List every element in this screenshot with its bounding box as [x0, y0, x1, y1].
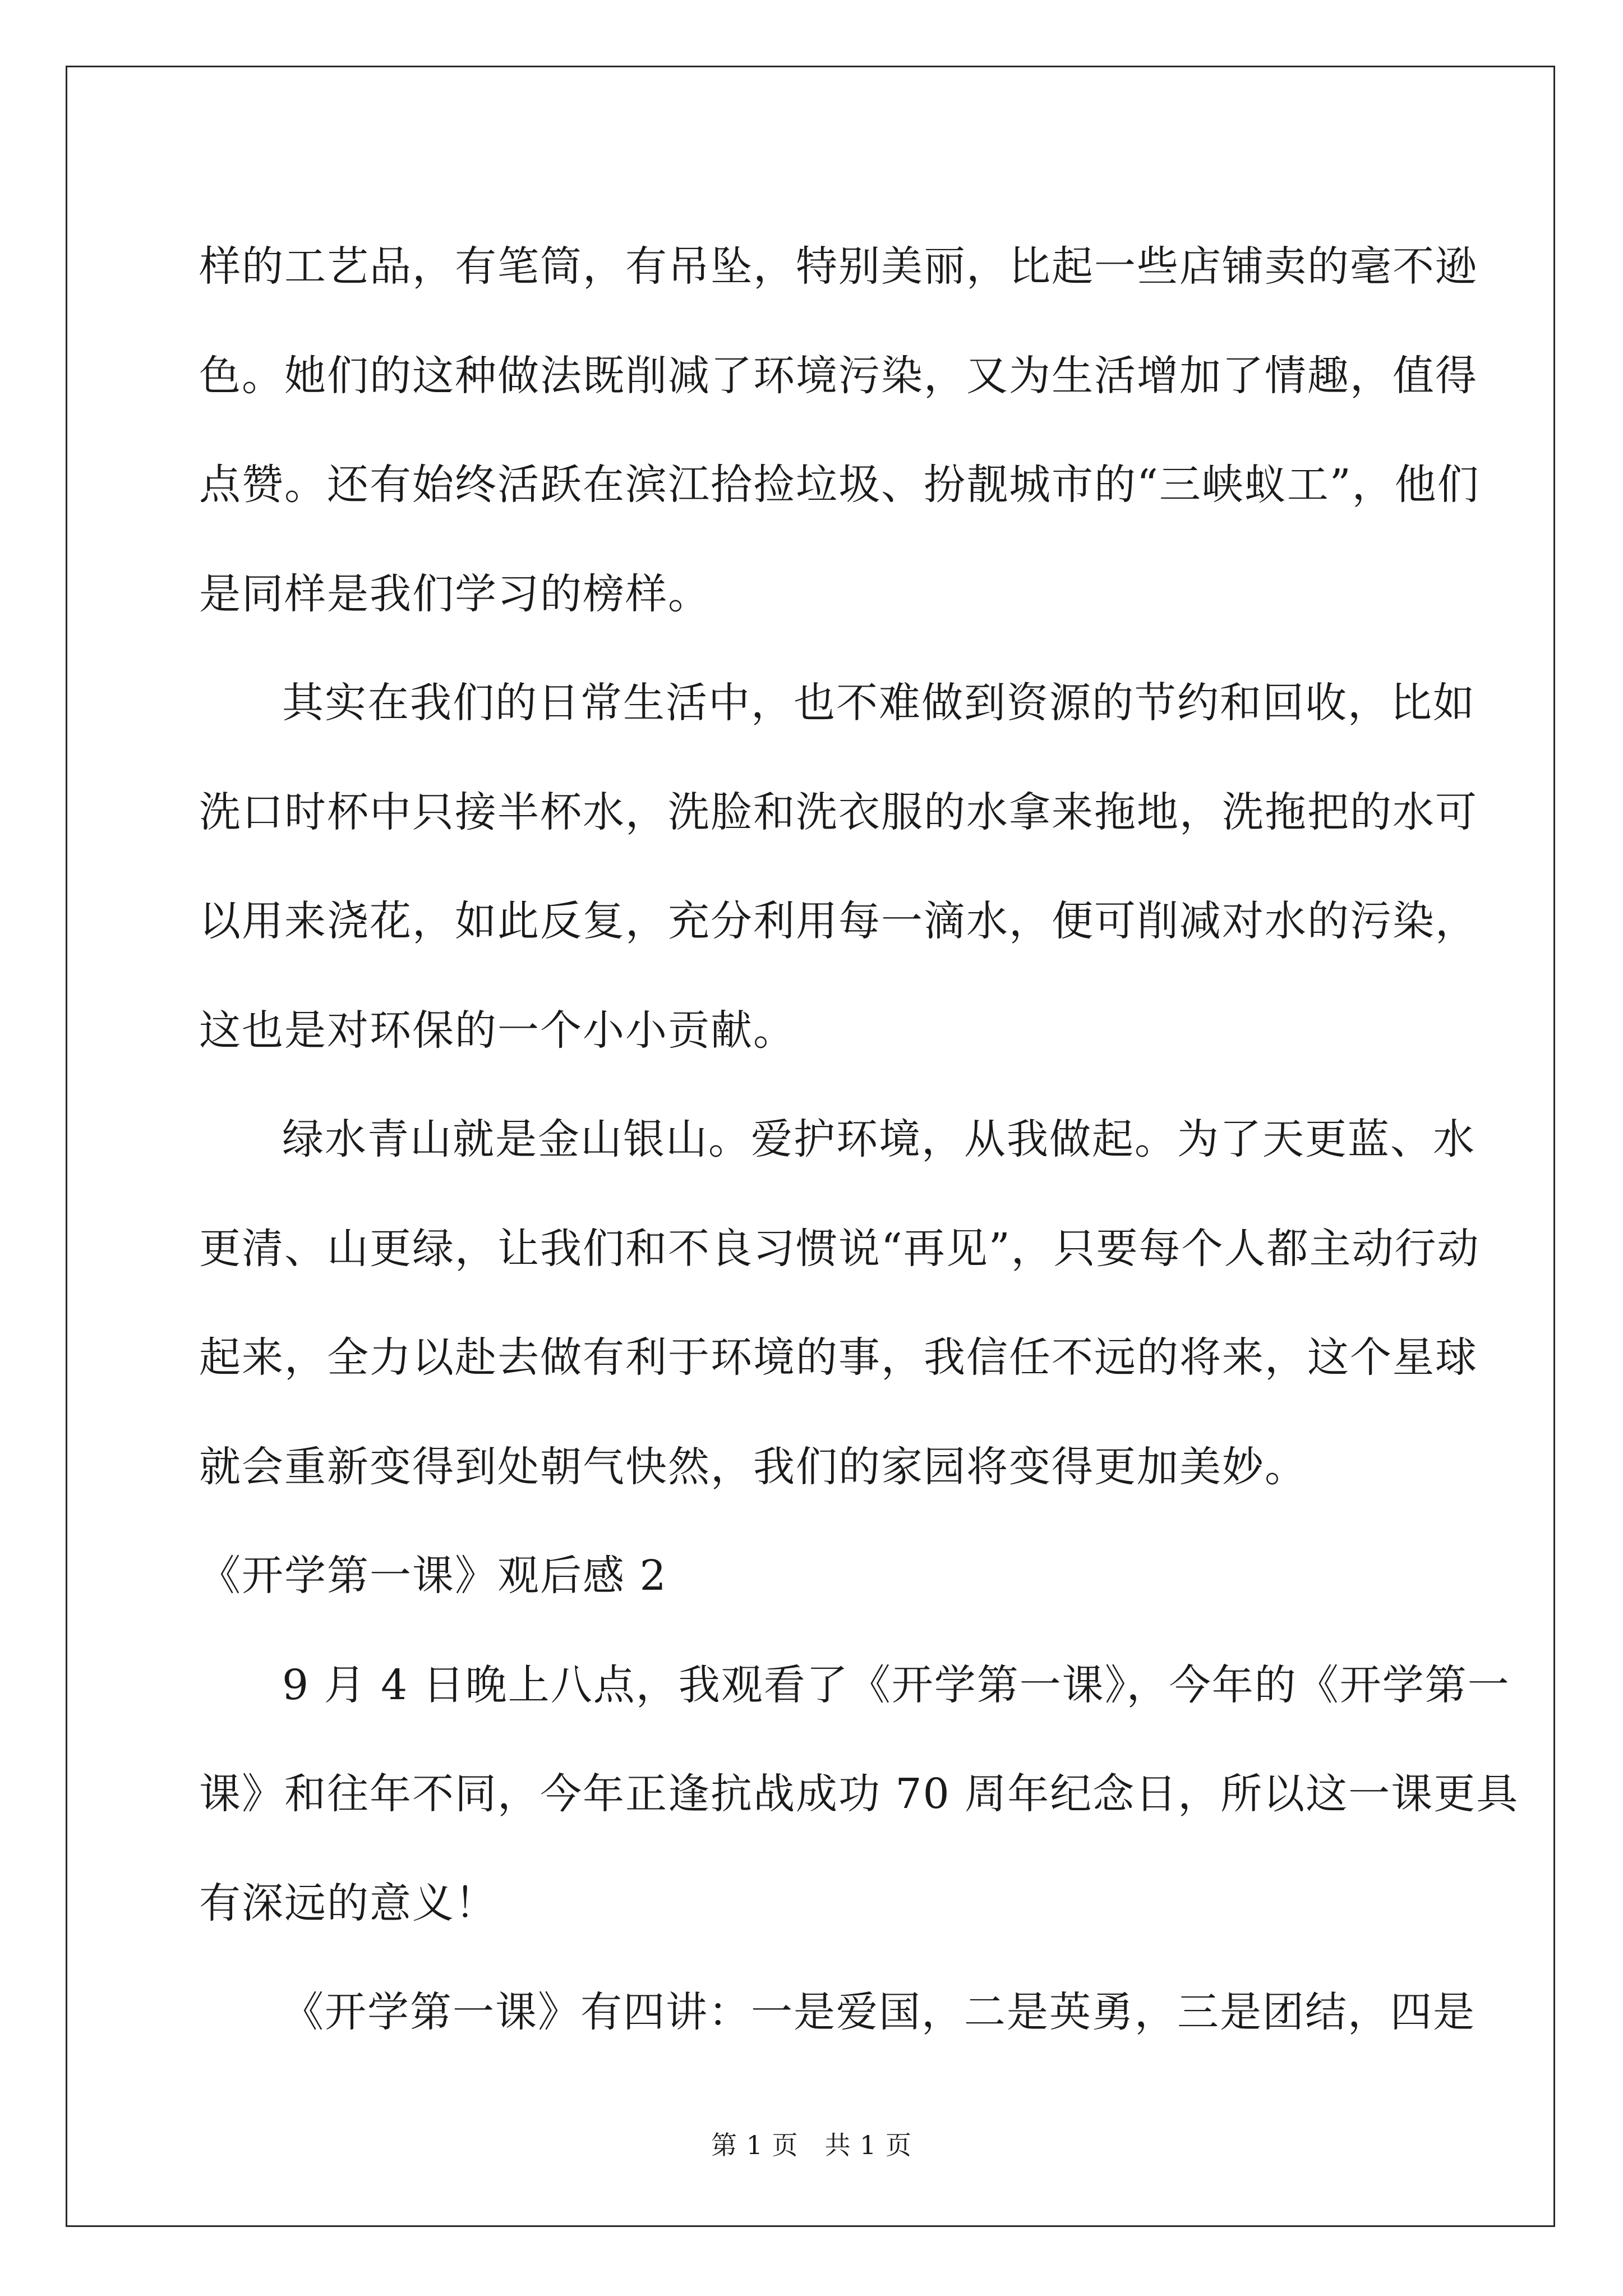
- text-line: 更清、山更绿，让我们和不良习惯说“再见”，只要每个人都主动行动: [199, 1224, 1480, 1273]
- text-line: 课》和往年不同，今年正逢抗战成功 70 周年纪念日，所以这一课更具: [199, 1770, 1519, 1818]
- document-body: [199, 212, 1519, 2067]
- text-line: 起来，全力以赴去做有利于环境的事，我信任不远的将来，这个星球: [199, 1333, 1478, 1382]
- text-line: 洗口时杯中只接半杯水，洗脸和洗衣服的水拿来拖地，洗拖把的水可: [199, 788, 1478, 836]
- text-line: 9 月 4 日晚上八点，我观看了《开学第一课》，今年的《开学第一: [282, 1660, 1510, 1709]
- page-number: 第 1 页: [711, 2130, 799, 2160]
- text-line: 其实在我们的日常生活中，也不难做到资源的节约和回收，比如: [282, 679, 1476, 727]
- page-total: 共 1 页: [824, 2130, 912, 2160]
- text-line: 就会重新变得到处朝气快然，我们的家园将变得更加美妙。: [199, 1442, 1307, 1491]
- text-line: 绿水青山就是金山银山。爱护环境，从我做起。为了天更蓝、水: [282, 1115, 1476, 1163]
- text-line: 《开学第一课》有四讲：一是爱国，二是英勇，三是团结，四是: [282, 1988, 1476, 2036]
- text-line: 有深远的意义！: [199, 1879, 497, 1927]
- section-heading: 《开学第一课》观后感 2: [199, 1552, 667, 1600]
- text-line: 是同样是我们学习的榜样。: [199, 569, 711, 618]
- text-line: 这也是对环保的一个小小贡献。: [199, 1006, 796, 1055]
- text-line: 以用来浇花，如此反复，充分利用每一滴水，便可削减对水的污染，: [199, 897, 1478, 945]
- text-line: 点赞。还有始终活跃在滨江拾捡垃圾、扮靓城市的“三峡蚁工”，他们: [199, 461, 1480, 509]
- text-line: 样的工艺品，有笔筒，有吊坠，特别美丽，比起一些店铺卖的毫不逊: [199, 242, 1478, 291]
- page-footer: [0, 2125, 1623, 2162]
- text-line: 色。她们的这种做法既削减了环境污染，又为生活增加了情趣，值得: [199, 351, 1478, 400]
